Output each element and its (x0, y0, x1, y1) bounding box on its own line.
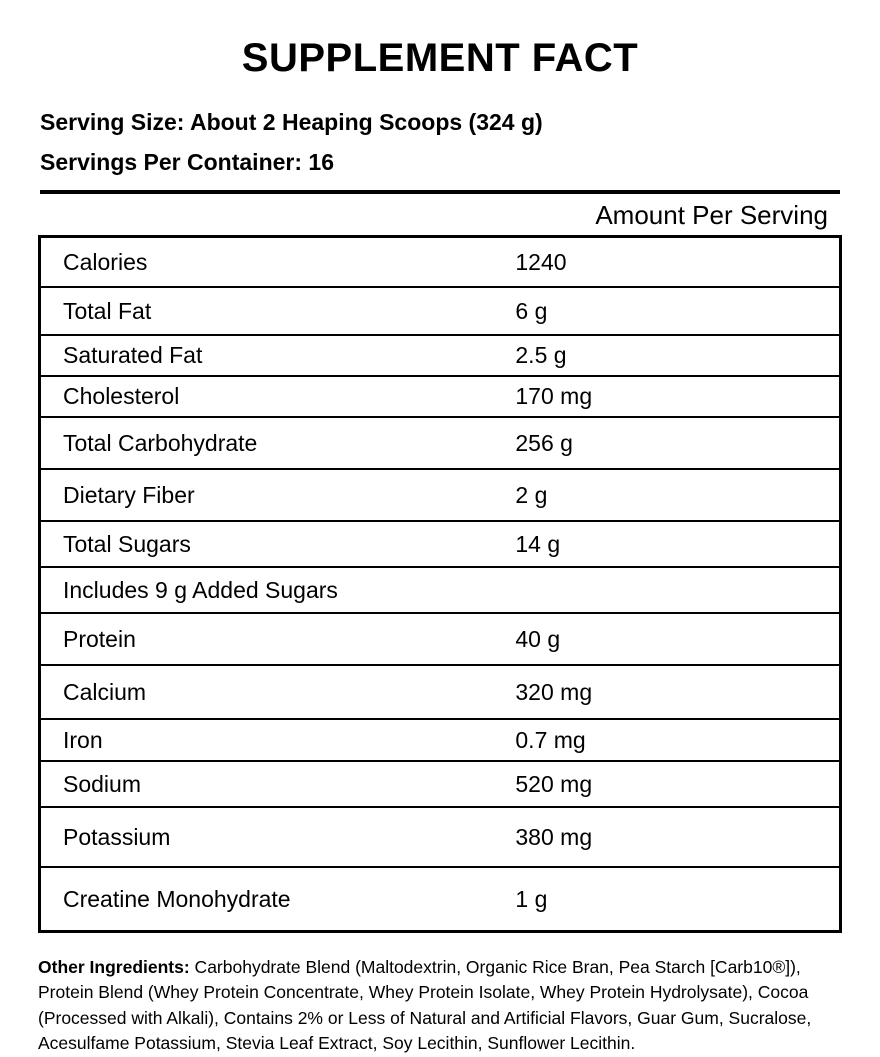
table-row (40, 287, 841, 335)
nutrient-label: Total Fat (40, 287, 510, 335)
amount-per-serving-header: Amount Per Serving (595, 200, 828, 231)
serving-info (38, 103, 842, 194)
table-row (40, 417, 841, 469)
nutrient-label: Cholesterol (40, 376, 510, 417)
table-row (40, 335, 841, 376)
nutrient-label: Total Sugars (40, 521, 510, 567)
table-row (40, 719, 841, 761)
nutrient-value: 1 g (515, 885, 548, 912)
nutrient-label: Potassium (40, 807, 510, 867)
page-title: SUPPLEMENT FACT (241, 36, 639, 80)
table-row (40, 469, 841, 521)
nutrient-label: Saturated Fat (40, 335, 510, 376)
other-ingredients (38, 955, 842, 1057)
nutrient-value: 14 g (509, 521, 840, 567)
nutrient-label: Includes 9 g Added Sugars (40, 567, 510, 613)
nutrient-value: 0.7 mg (509, 719, 840, 761)
nutrient-value: 380 mg (509, 807, 840, 867)
table-row (40, 613, 841, 665)
nutrient-value: 1240 (509, 237, 840, 288)
table-row (40, 567, 841, 613)
other-ingredients-text: Carbohydrate Blend (Maltodextrin, Organic Rice Bran, Pea Starch [Carb10®]), Protein Blend (Whey Protein Concentrate, Whey Protein Isolate, Whey Protein Hydrolysate), Cocoa (Processed with Alkali), Contains 2% or Less of Natural and Artificial Flavors, Guar Gum, Sucralose, Acesulfame Potassium, Stevia Leaf Extract, Soy Lecithin, Sunflower Lecithin. (38, 957, 812, 1054)
nutrition-table (38, 235, 842, 933)
nutrient-label: Iron (40, 719, 510, 761)
supplement-facts-panel (0, 36, 880, 1054)
nutrient-label: Total Carbohydrate (40, 417, 510, 469)
nutrient-label: Protein (40, 613, 510, 665)
serving-size: Serving Size: About 2 Heaping Scoops (324 g) (40, 109, 543, 135)
table-row (40, 237, 841, 288)
nutrient-label: Dietary Fiber (40, 469, 510, 521)
nutrient-value: 256 g (509, 417, 840, 469)
nutrient-label: Calcium (40, 665, 510, 719)
nutrient-value: 40 g (509, 613, 840, 665)
nutrient-value: 6 g (509, 287, 840, 335)
table-row (40, 665, 841, 719)
table-row (40, 376, 841, 417)
other-ingredients-heading: Other Ingredients: (38, 957, 190, 978)
nutrient-value: 2 g (509, 469, 840, 521)
nutrient-value: 170 mg (509, 376, 840, 417)
nutrient-value: 520 mg (509, 761, 840, 807)
nutrient-label: Calories (40, 237, 510, 288)
table-row (40, 807, 841, 867)
servings-per-container: Servings Per Container: 16 (40, 148, 334, 175)
nutrient-value: 320 mg (509, 665, 840, 719)
table-row (40, 867, 841, 932)
nutrient-label: Sodium (40, 761, 510, 807)
table-row (40, 521, 841, 567)
nutrient-label: Creatine Monohydrate (63, 885, 291, 912)
table-row (40, 761, 841, 807)
nutrient-value: 2.5 g (509, 335, 840, 376)
nutrient-value (509, 567, 840, 613)
